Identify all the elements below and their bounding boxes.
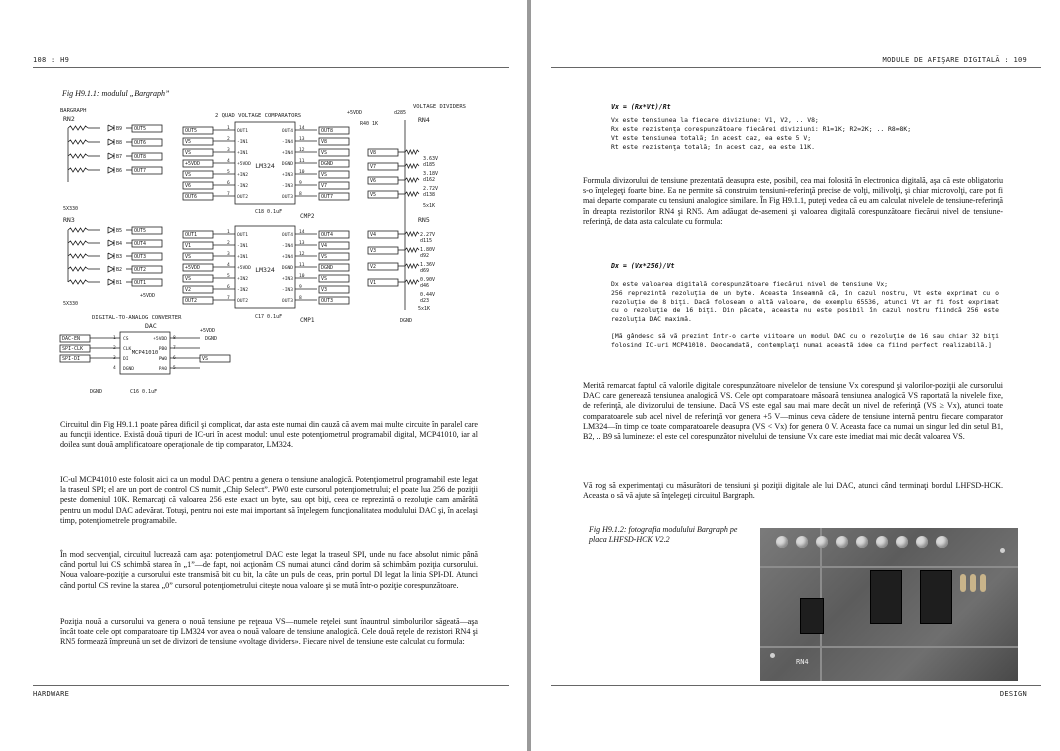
pcb-hole: [770, 653, 775, 658]
comparator-net: V8: [321, 139, 328, 145]
chip-name: LM324: [255, 162, 275, 170]
chip-pin-left: +5VDD: [237, 162, 251, 167]
divider-net: V1: [370, 280, 377, 286]
right-header: MODULE DE AFIŞARE DIGITALĂ : 109: [882, 56, 1027, 64]
resistor-symbol: [405, 150, 419, 154]
pin-number: 6: [227, 285, 230, 290]
divider-net: V6: [370, 178, 377, 184]
chip-pin-left: +IN1: [237, 255, 249, 260]
right-footer-rule: [551, 685, 1041, 686]
left-paragraph-2: IC-ul MCP41010 este folosit aici ca un modul DAC pentru a genera o tensiune analogică. Potenţiometrul programabil este legat la traseul SPI; el are un port de control CS numit „Chip Select”. PW0 este cursorul potenţiometrului; el poate lua 256 de poziţii peste domeniul 10K. Remarcaţi că valoarea 256 este exact un byte, sau opt biţi, ceea ce reprezintă o rezoluţie cam amărâtă pentru un modul DAC adevărat. Totuşi, pentru noi este mai important să înţelegem funcţionalitatea modulului DAC şi, în acelaşi timp, potenţiometrele programabile.: [60, 475, 478, 525]
divider-digital: d92: [420, 253, 430, 259]
right-paragraph-2: Merită remarcat faptul că valorile digitale corespunzătoare nivelelor de tensiune Vx corespund şi valorilor-poziţii ale cursorului DAC care generează tensiunea analogică VS. Cele opt comparatoare măsoară tensiunea analogică VS raportată la nivelele fixe, de referinţă, ale divizorului de tensiune. Dacă VS este egal sau mai mare decât un nivel de referinţă (VS ≥ Vx), atunci toate comparatoarele sub acel nivel de referinţă vor genera +5 V—minus ceva cădere de tensiune internă pentru fiecare comparator LM324—în timp ce toate comparatoarele deasupra (VS < Vx) for genera 0 V. Aceasta face ca numai un singur led din setul B1, B2, .. B9 să lumineze: el este cel corespunzător nivelului de tensiune Vx care este imediat mai mic decât valoarea VS.: [583, 381, 1003, 442]
formula1-note-1: Vx este tensiunea la fiecare diviziune: V1, V2, .. V8;: [611, 116, 819, 124]
chip-pin-left: OUT2: [237, 299, 249, 304]
pin-number: 9: [299, 285, 302, 290]
resistor-symbol: [405, 164, 419, 168]
comparator-net: +5VDD: [185, 161, 201, 167]
left-paragraph-4: Poziţia nouă a cursorului va genera o nouă tensiune pe reţeaua VS—numele reţelei sunt înauntrul simbolurilor săgeată—aşa încât toate cele opt comparatoare tip LM324 vor avea o nouă valoare de tensiune analogică. Cele două reţele de rezistori RN4 şi RN5 formează împreună un set de divizori de tensiune «voltage dividers». Fiecare nivel de tensiune este calculat cu formula:: [60, 617, 478, 647]
divider-digital: d69: [420, 268, 430, 274]
resistor-symbol: [68, 126, 88, 130]
bargraph-net: OUT5: [134, 228, 147, 234]
pin-number: 6: [227, 181, 230, 186]
resistor: [970, 574, 976, 592]
led: [816, 536, 828, 548]
comparator-net: VS: [321, 254, 328, 260]
pin-number: 3: [227, 252, 230, 257]
led-label: B5: [116, 228, 123, 234]
pin-number: 13: [299, 241, 305, 246]
divider-net: V3: [370, 248, 377, 254]
dividers-label: VOLTAGE DIVIDERS: [413, 104, 466, 110]
pin-number: 4: [227, 159, 230, 164]
right-footer: DESIGN: [999, 690, 1027, 698]
chip-pin-right: +IN4: [281, 255, 293, 260]
supply-label: +5VDD: [347, 110, 363, 116]
r40-label: R40 1K: [360, 121, 379, 127]
ground-label: DGND: [205, 336, 218, 342]
pin-number: 10: [299, 274, 305, 279]
resistor-symbol: [68, 280, 88, 284]
rn2-label: RN2: [63, 115, 75, 123]
chip-mcp41010: [800, 598, 824, 634]
led-symbol: [108, 279, 114, 285]
pin-number: 3: [227, 148, 230, 153]
pin-number: 6: [173, 356, 176, 361]
chip-pin-right: DGND: [281, 266, 293, 271]
left-header: 108 : H9: [33, 56, 70, 64]
led: [936, 536, 948, 548]
right-paragraph-3: Vă rog să experimentaţi cu măsurători de tensiuni şi poziţii digitale ale lui DAC, atunci când terminaţi bordul LHFSD-HCK. Aceasta o să vă ajute să înţelegeţi circuitul Bargraph.: [583, 481, 1003, 501]
chip-pin-right: +IN4: [281, 151, 293, 156]
rn3-value: 5X330: [63, 301, 79, 307]
formula1-note-2: Rx este rezistenţa corespunzătoare fiecărei diviziuni: R1=1K; R2=2K; .. R8=8K;: [611, 125, 912, 133]
divider-voltage: 1.80V: [420, 247, 436, 253]
dac-pin-right: PA0: [158, 367, 167, 372]
chip-pin-left: +IN2: [237, 173, 249, 178]
pin-number: 1: [113, 336, 116, 341]
pin-number: 11: [299, 159, 305, 164]
bargraph-label: BARGRAPH: [60, 108, 87, 114]
comparator-net: V3: [321, 287, 328, 293]
led-label: d285: [394, 110, 407, 116]
dac-pin-left: DGND: [123, 367, 135, 372]
chip-pin-right: OUT4: [281, 129, 293, 134]
led-label: B9: [116, 126, 123, 132]
led-label: B1: [116, 280, 123, 286]
pin-number: 10: [299, 170, 305, 175]
pin-number: 13: [299, 137, 305, 142]
comparator-net: OUT4: [321, 232, 334, 238]
pin-number: 7: [227, 296, 230, 301]
led: [776, 536, 788, 548]
bargraph-net: OUT4: [134, 241, 147, 247]
pin-number: 12: [299, 148, 305, 153]
pcb-trace: [760, 566, 1018, 568]
dac-pin-right: +5VDD: [153, 337, 167, 342]
chip-pin-left: OUT2: [237, 195, 249, 200]
comparator-net: OUT6: [185, 194, 198, 200]
resistor-symbol: [68, 254, 88, 258]
bargraph-photo: [760, 528, 1018, 681]
comparator-net: V7: [321, 183, 328, 189]
resistor-symbol: [68, 241, 88, 245]
pin-number: 12: [299, 252, 305, 257]
pin-number: 2: [227, 241, 230, 246]
pin-number: 5: [227, 274, 230, 279]
comparator-net: V2: [185, 287, 192, 293]
comparator-net: OUT2: [185, 298, 198, 304]
comparator-net: OUT1: [185, 232, 198, 238]
dac-label: DAC: [145, 322, 157, 330]
led-label: B6: [116, 168, 123, 174]
led-symbol: [108, 153, 114, 159]
divider-voltage: 3.18V: [423, 171, 439, 177]
photo-caption: Fig H9.1.2: fotografia modulului Bargraph pe placa LHFSD-HCK V2.2: [589, 525, 738, 544]
pin-number: 2: [113, 346, 116, 351]
dac-pin-left: CLK: [123, 347, 132, 352]
pin-number: 4: [227, 263, 230, 268]
left-paragraph-1: Circuitul din Fig H9.1.1 poate părea dificil şi complicat, dar asta este numai din cauză că avem mai multe circuite în paralel care au funcţii identice. Există două tipuri de IC-uri în acest modul: unul este potenţiometrul programabil digital, MCP41010, iar al doilea sunt două amplificatoare operaţionale de tip comparator, LM324.: [60, 420, 478, 450]
photo-silkscreen-label: RN4: [796, 658, 809, 666]
resistor-symbol: [68, 140, 88, 144]
dac-chip-name: MCP41010: [131, 350, 159, 356]
rn5-label: RN5: [418, 216, 430, 224]
led: [836, 536, 848, 548]
pin-number: 9: [299, 181, 302, 186]
fig-caption: Fig H9.1.1: modulul „Bargraph”: [62, 89, 170, 98]
pin-number: 14: [299, 126, 305, 131]
resistor: [960, 574, 966, 592]
led: [916, 536, 928, 548]
resistor-symbol: [68, 267, 88, 271]
resistor-symbol: [405, 178, 419, 182]
dac-pin-right: PB0: [158, 347, 167, 352]
comparators-label: 2 QUAD VOLTAGE COMPARATORS: [215, 113, 302, 119]
led-symbol: [108, 139, 114, 145]
comparator-net: V1: [185, 243, 192, 249]
formula1-note-3: Vt este tensiunea totală; în acest caz, ea este 5 V;: [611, 134, 812, 142]
supply-label: +5VDD: [140, 293, 156, 299]
led-label: B2: [116, 267, 123, 273]
resistor-symbol: [68, 168, 88, 172]
divider-net: V8: [370, 150, 377, 156]
divider-digital: d115: [420, 238, 433, 244]
chip-pin-right: -IN4: [281, 140, 293, 145]
divider-voltage: 0.90V: [420, 277, 436, 283]
bargraph-schematic: [60, 100, 466, 405]
pin-number: 2: [227, 137, 230, 142]
comparator-net: VS: [185, 254, 192, 260]
formula-voltage-divider: Vx = (Rx*Vt)/Rt: [611, 103, 671, 111]
resistor-symbol: [405, 192, 419, 196]
pin-number: 11: [299, 263, 305, 268]
bargraph-net: OUT2: [134, 267, 147, 273]
comparator-net: OUT5: [185, 128, 198, 134]
led-label: B8: [116, 140, 123, 146]
resistor-symbol: [405, 280, 419, 284]
comparator-net: DGND: [321, 265, 334, 271]
chip-pin-left: -IN2: [237, 184, 249, 189]
comparator-net: V5: [185, 139, 192, 145]
led-symbol: [108, 125, 114, 131]
chip-lm324: [870, 570, 902, 624]
dac-input-net: DAC-EN: [62, 336, 81, 342]
comparator-net: VS: [321, 172, 328, 178]
ground-label: DGND: [90, 389, 103, 395]
chip-pin-right: -IN3: [281, 288, 293, 293]
pin-number: 7: [173, 346, 176, 351]
led: [856, 536, 868, 548]
bargraph-net: OUT3: [134, 254, 147, 260]
left-footer: HARDWARE: [33, 690, 70, 698]
dac-input-net: SPI-DI: [62, 356, 81, 362]
divider-digital: d162: [423, 177, 436, 183]
comparator-ref: CMP1: [300, 317, 315, 324]
led-label: B7: [116, 154, 123, 160]
comparator-net: DGND: [321, 161, 334, 167]
bargraph-net: OUT1: [134, 280, 147, 286]
chip-lm324: [920, 570, 952, 624]
chip-pin-right: +IN3: [281, 173, 293, 178]
chip-pin-left: -IN1: [237, 140, 249, 145]
formula2-note-1: Dx este valoarea digitală corespunzătoare fiecărui nivel de tensiune Vx;: [611, 280, 889, 288]
chip-pin-left: -IN1: [237, 244, 249, 249]
left-header-rule: [33, 67, 509, 68]
divider-digital: d46: [420, 283, 430, 289]
comparator-net: VS: [185, 276, 192, 282]
rn2-value: 5X330: [63, 206, 79, 212]
ground-label: DGND: [400, 318, 413, 324]
led-symbol: [108, 227, 114, 233]
left-page: [0, 0, 527, 751]
led-symbol: [108, 167, 114, 173]
pcb-trace: [760, 646, 1018, 648]
led: [896, 536, 908, 548]
comparator-net: VS: [185, 150, 192, 156]
right-paragraph-1: Formula divizorului de tensiune prezentată deasupra este, posibil, cea mai folosită în electronica digitală, aşa că este obligatoriu s-o înţelegeţi foarte bine. Ea ne permite să construim tensiuni-referinţă precise de volţi, milivolţi, şi chiar microvolţi, care pot fi mai departe comparate cu tensiuni analogice similare. În Fig H9.1.1, puteţi vedea că eu am calculat nivelele de tensiune-referinţă în dreapta rezistorilor RN4 şi RN5. Am adăugat de-asemeni şi valoarea digitală corespunzătoare fiecărui nivel de tensiune-referinţă, de data asta calculate cu formula:: [583, 176, 1003, 226]
comparator-ref: CMP2: [300, 213, 315, 220]
led-label: B3: [116, 254, 123, 260]
pin-number: 3: [113, 356, 116, 361]
pin-number: 8: [299, 192, 302, 197]
comparator-net: V6: [185, 183, 192, 189]
divider-voltage: 1.36V: [420, 262, 436, 268]
pin-number: 1: [227, 126, 230, 131]
dac-input-net: SPI-CLK: [62, 346, 84, 352]
divider-net: V5: [370, 192, 377, 198]
divider-digital: d23: [420, 298, 430, 304]
pin-number: 1: [227, 230, 230, 235]
formula2-note-3: [Mă gândesc să vă prezint într-o carte viitoare un modul DAC cu o rezoluţie de 16 sau chiar 32 biţi folosind IC-uri MCP41010. Deocamdată, contemplaţi numai această idee ca fiind perfect realizabilă.]: [611, 332, 999, 349]
comparator-net: VS: [321, 150, 328, 156]
comparator-net: OUT7: [321, 194, 334, 200]
divider-voltage: 0.44V: [420, 292, 436, 298]
pin-number: 8: [173, 336, 176, 341]
resistor: [980, 574, 986, 592]
pin-number: 7: [227, 192, 230, 197]
chip-pin-right: OUT3: [281, 299, 293, 304]
left-footer-rule: [33, 685, 509, 686]
rn3-label: RN3: [63, 216, 75, 224]
chip-pin-left: +IN1: [237, 151, 249, 156]
resistor-symbol: [68, 154, 88, 158]
rn5-value: 5x1K: [418, 306, 431, 312]
comparator-net: OUT3: [321, 298, 334, 304]
bargraph-net: OUT5: [134, 126, 147, 132]
dac-pin-left: DI: [123, 357, 129, 362]
chip-pin-right: OUT3: [281, 195, 293, 200]
chip-pin-left: -IN2: [237, 288, 249, 293]
left-paragraph-3: În mod secvenţial, circuitul lucrează cam aşa: potenţiometrul DAC este legat la traseul SPI, unde nu face absolut nimic până când portul lui CS schimbă starea în „1”—de fapt, noi acţionăm CS numai atunci când dorim să schimbăm poziţia cursorului. Noua valoare-poziţie a cursorului este transmisă bit cu bit, la câte un puls de ceas, prin portul DI legat la linia SPI-DI. Atunci când portul CS revine la starea „0” cursorul potenţiometrului citeşte noua valoare şi se mută într-o poziţie corespunzătoare.: [60, 550, 478, 590]
divider-net: V7: [370, 164, 377, 170]
led-symbol: [108, 240, 114, 246]
led-symbol: [108, 266, 114, 272]
divider-voltage: 2.72V: [423, 186, 439, 192]
comparator-net: VS: [185, 172, 192, 178]
dac-section-title: DIGITAL-TO-ANALOG CONVERTER: [92, 315, 182, 321]
bargraph-net: OUT7: [134, 168, 147, 174]
chip-pin-left: OUT1: [237, 129, 249, 134]
rn4-label: RN4: [418, 116, 430, 124]
chip-pin-right: DGND: [281, 162, 293, 167]
divider-digital: d138: [423, 192, 436, 198]
dac-pin-left: CS: [123, 337, 129, 342]
pin-number: 5: [173, 366, 176, 371]
resistor-symbol: [405, 264, 419, 268]
rn4-value: 5x1K: [423, 203, 436, 209]
chip-pin-right: -IN3: [281, 184, 293, 189]
divider-voltage: 3.63V: [423, 156, 439, 162]
capacitor-label: C18 0.1uF: [255, 209, 283, 215]
dac-output-net: VS: [202, 356, 209, 362]
chip-name: LM324: [255, 266, 275, 274]
comparator-net: OUT8: [321, 128, 334, 134]
pin-number: 8: [299, 296, 302, 301]
divider-net: V4: [370, 232, 377, 238]
chip-pin-right: +IN3: [281, 277, 293, 282]
comparator-net: +5VDD: [185, 265, 201, 271]
pcb-hole: [1000, 548, 1005, 553]
comparator-net: V4: [321, 243, 328, 249]
bargraph-net: OUT6: [134, 140, 147, 146]
led: [876, 536, 888, 548]
supply-label: +5VDD: [200, 328, 216, 334]
divider-digital: d185: [423, 162, 436, 168]
right-page: [531, 0, 1060, 751]
pin-number: 5: [227, 170, 230, 175]
resistor-symbol: [405, 232, 419, 236]
chip-pin-left: +IN2: [237, 277, 249, 282]
bargraph-net: OUT8: [134, 154, 147, 160]
resistor-symbol: [68, 228, 88, 232]
chip-pin-right: -IN4: [281, 244, 293, 249]
divider-voltage: 2.27V: [420, 232, 436, 238]
formula1-note-4: Rt este rezistenţa totală; în acest caz, ea este 11K.: [611, 143, 815, 151]
dac-pin-right: PW0: [158, 357, 167, 362]
pin-number: 14: [299, 230, 305, 235]
led-label: B4: [116, 241, 123, 247]
right-header-rule: [551, 67, 1041, 68]
formula2-note-2: 256 reprezintă rezoluţia de un byte. Aceasta înseamnă că, în cazul nostru, Vt este exprimat cu o rezoluţie de 8 biţi. Dacă foloseam o altă valoare, de exemplu 65536, atunci Vt ar fi fost exprimat cu o rezoluţie de 16 biţi. Din păcate, aceasta nu este posibil în cazul nostru fiindcă 256 este rezoluţia DAC maximă.: [611, 289, 999, 323]
chip-pin-left: +5VDD: [237, 266, 251, 271]
chip-pin-right: OUT4: [281, 233, 293, 238]
led: [796, 536, 808, 548]
resistor-symbol: [405, 248, 419, 252]
chip-pin-left: OUT1: [237, 233, 249, 238]
comparator-net: VS: [321, 276, 328, 282]
capacitor-label: C16 0.1uF: [130, 389, 158, 395]
divider-net: V2: [370, 264, 377, 270]
led-symbol: [108, 253, 114, 259]
capacitor-label: C17 0.1uF: [255, 314, 283, 320]
formula-digital-value: Dx = (Vx*256)/Vt: [611, 262, 675, 270]
pin-number: 4: [113, 366, 116, 371]
